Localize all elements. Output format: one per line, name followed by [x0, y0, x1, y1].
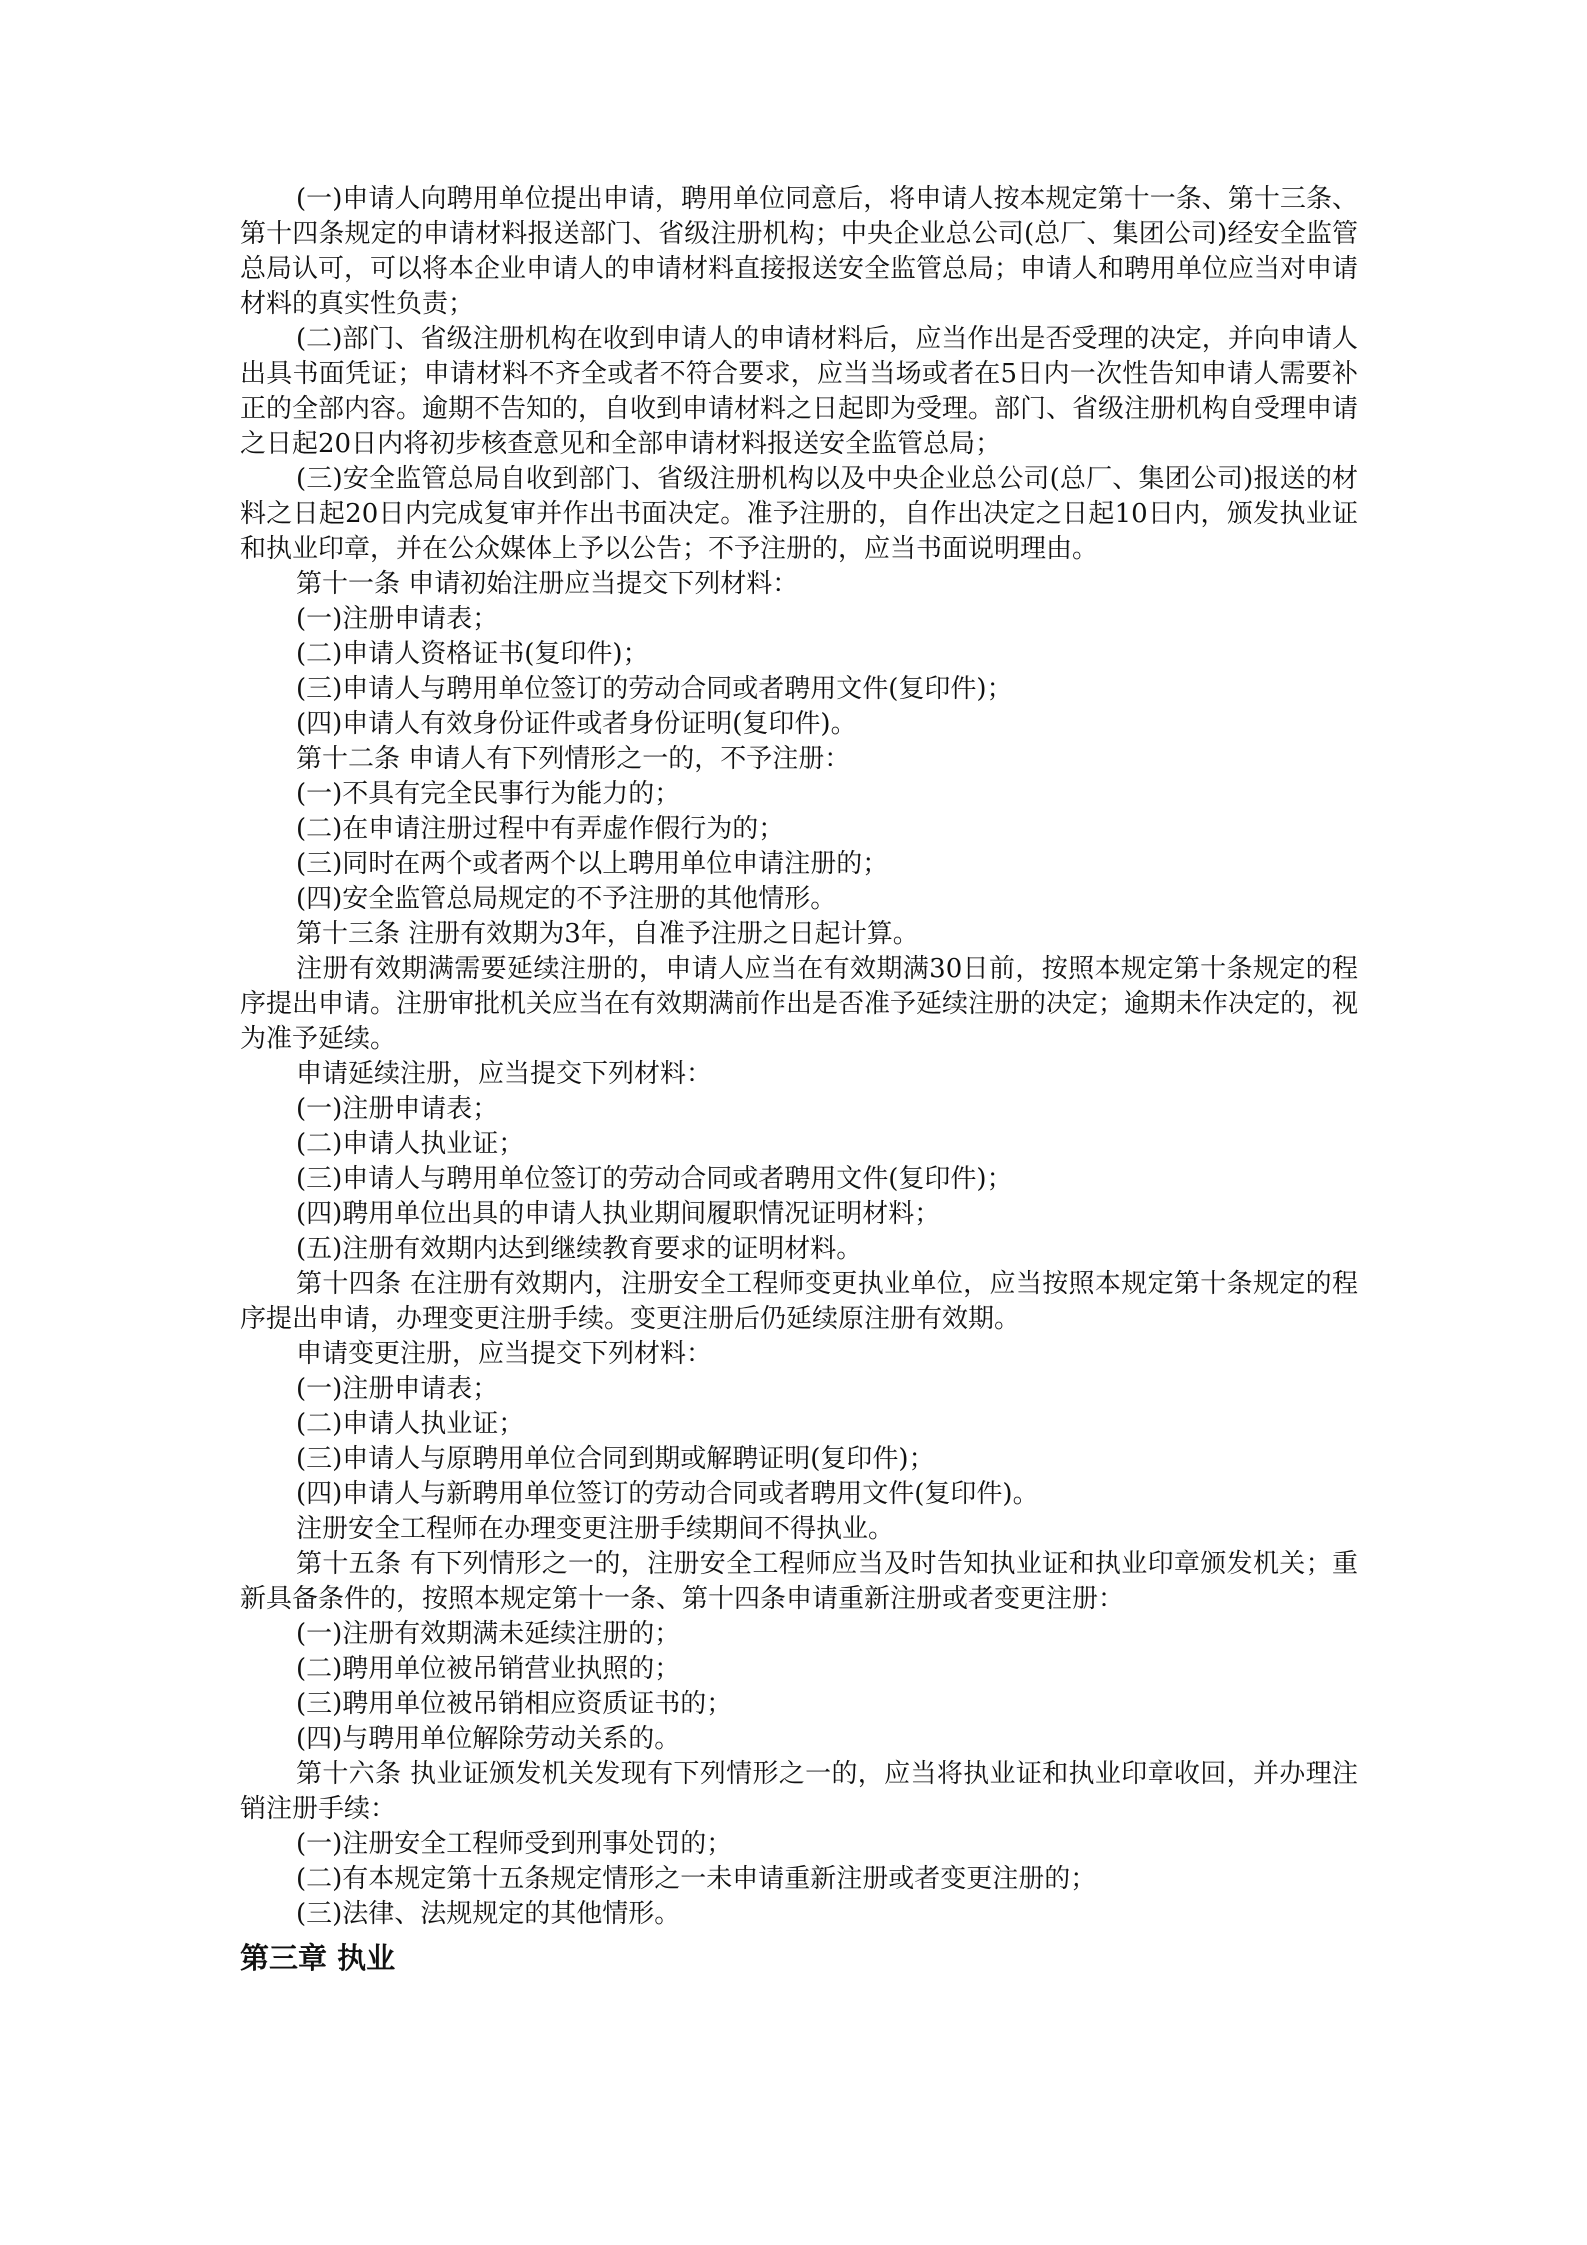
- paragraph: 第十三条 注册有效期为3年，自准予注册之日起计算。: [296, 919, 919, 949]
- chapter-heading: 第三章 执业: [240, 1941, 396, 1975]
- paragraph: (一)注册申请表；: [296, 1094, 499, 1124]
- paragraph: 第十二条 申请人有下列情形之一的，不予注册：: [296, 744, 851, 774]
- paragraph: 申请变更注册，应当提交下列材料：: [296, 1339, 713, 1369]
- paragraph: 第十五条 有下列情形之一的，注册安全工程师应当及时告知执业证和执业印章颁发机关；重新具备条件的，按照本规定第十一条、第十四条申请重新注册或者变更注册：: [240, 1549, 1358, 1614]
- paragraph: (一)注册安全工程师受到刑事处罚的；: [296, 1829, 733, 1859]
- paragraph: 第十六条 执业证颁发机关发现有下列情形之一的，应当将执业证和执业印章收回，并办理注销注册手续：: [240, 1759, 1358, 1824]
- document-page: [240, 182, 1358, 1980]
- paragraph: (三)申请人与聘用单位签订的劳动合同或者聘用文件(复印件)；: [296, 674, 1013, 704]
- paragraph: 第十一条 申请初始注册应当提交下列材料：: [296, 569, 799, 599]
- paragraph: (三)聘用单位被吊销相应资质证书的；: [296, 1689, 733, 1719]
- paragraph: 申请延续注册，应当提交下列材料：: [296, 1059, 713, 1089]
- paragraph: (二)申请人资格证书(复印件)；: [296, 639, 649, 669]
- paragraph: (四)申请人与新聘用单位签订的劳动合同或者聘用文件(复印件)。: [296, 1479, 1039, 1509]
- paragraph: (三)同时在两个或者两个以上聘用单位申请注册的；: [296, 849, 889, 879]
- paragraph: (四)申请人有效身份证件或者身份证明(复印件)。: [296, 709, 857, 739]
- paragraph: (一)注册申请表；: [296, 604, 499, 634]
- paragraph: (一)不具有完全民事行为能力的；: [296, 779, 681, 809]
- paragraph: (二)有本规定第十五条规定情形之一未申请重新注册或者变更注册的；: [296, 1864, 1097, 1894]
- paragraph: (四)安全监管总局规定的不予注册的其他情形。: [296, 884, 837, 914]
- paragraph: (三)申请人与原聘用单位合同到期或解聘证明(复印件)；: [296, 1444, 935, 1474]
- paragraph: (四)与聘用单位解除劳动关系的。: [296, 1724, 681, 1754]
- paragraph: (二)聘用单位被吊销营业执照的；: [296, 1654, 681, 1684]
- paragraph: (三)法律、法规规定的其他情形。: [296, 1899, 681, 1929]
- paragraph: (三)安全监管总局自收到部门、省级注册机构以及中央企业总公司(总厂、集团公司)报送的材料之日起20日内完成复审并作出书面决定。准予注册的，自作出决定之日起10日内，颁发执业证和执业印章，并在公众媒体上予以公告；不予注册的，应当书面说明理由。: [240, 464, 1358, 564]
- paragraph: (二)申请人执业证；: [296, 1409, 525, 1439]
- paragraph: (一)注册有效期满未延续注册的；: [296, 1619, 681, 1649]
- paragraph: (一)注册申请表；: [296, 1374, 499, 1404]
- paragraph: (三)申请人与聘用单位签订的劳动合同或者聘用文件(复印件)；: [296, 1164, 1013, 1194]
- paragraph: (二)部门、省级注册机构在收到申请人的申请材料后，应当作出是否受理的决定，并向申请人出具书面凭证；申请材料不齐全或者不符合要求，应当当场或者在5日内一次性告知申请人需要补正的全部内容。逾期不告知的，自收到申请材料之日起即为受理。部门、省级注册机构自受理申请之日起20日内将初步核查意见和全部申请材料报送安全监管总局；: [240, 324, 1359, 459]
- paragraph: 注册安全工程师在办理变更注册手续期间不得执业。: [296, 1514, 895, 1544]
- paragraph: (四)聘用单位出具的申请人执业期间履职情况证明材料；: [296, 1199, 941, 1229]
- paragraph: 注册有效期满需要延续注册的，申请人应当在有效期满30日前，按照本规定第十条规定的程序提出申请。注册审批机关应当在有效期满前作出是否准予延续注册的决定；逾期未作决定的，视为准予延续。: [240, 954, 1359, 1054]
- paragraph: 第十四条 在注册有效期内，注册安全工程师变更执业单位，应当按照本规定第十条规定的程序提出申请，办理变更注册手续。变更注册后仍延续原注册有效期。: [240, 1269, 1358, 1334]
- paragraph: (五)注册有效期内达到继续教育要求的证明材料。: [296, 1234, 863, 1264]
- paragraph: (二)申请人执业证；: [296, 1129, 525, 1159]
- paragraph: (二)在申请注册过程中有弄虚作假行为的；: [296, 814, 785, 844]
- paragraph: (一)申请人向聘用单位提出申请，聘用单位同意后，将申请人按本规定第十一条、第十三条、第十四条规定的申请材料报送部门、省级注册机构；中央企业总公司(总厂、集团公司)经安全监管总局认可，可以将本企业申请人的申请材料直接报送安全监管总局；申请人和聘用单位应当对申请材料的真实性负责；: [240, 184, 1359, 319]
- body-text: [240, 182, 1358, 1932]
